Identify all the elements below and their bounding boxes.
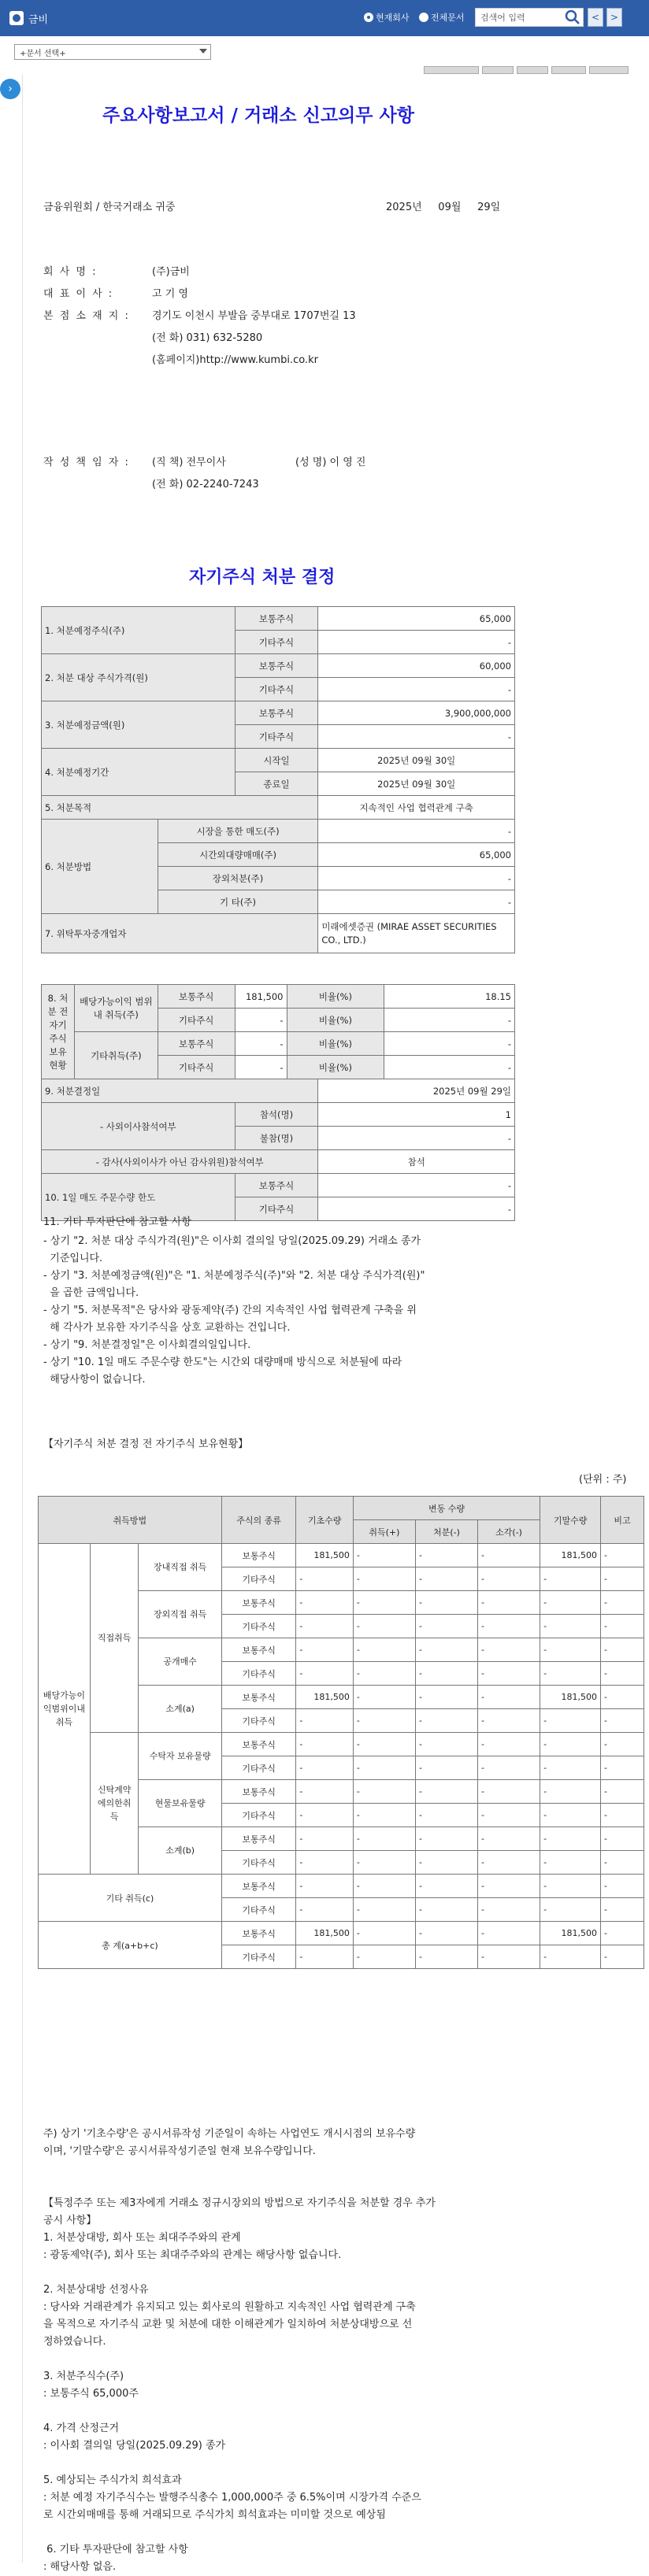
row-label: 4. 처분예정기간	[42, 749, 235, 796]
note-line: 을 목적으로 자기주식 교환 및 처분에 대한 이해관계가 일치하여 처분상대방으로 선	[43, 2319, 413, 2330]
doc-title: 주요사항보고서 / 거래소 신고의무 사항	[102, 105, 414, 126]
notes11-list	[43, 1233, 425, 1389]
footnote-line-2: 이며, '기말수량'은 공시서류작성기준일 현재 보유수량입니다.	[43, 2145, 316, 2157]
row-label: 9. 처분결정일	[42, 1079, 318, 1103]
toolbar-tab[interactable]	[551, 66, 586, 74]
row-label: 5. 처분목적	[42, 796, 318, 820]
ceo-label: 대 표 이 사 :	[43, 288, 114, 300]
note-line: 로 시간외매매를 통해 거래되므로 주식가치 희석효과는 미미할 것으로 예상됨	[43, 2509, 386, 2521]
note-line	[43, 2351, 436, 2368]
note-line: 3. 처분주식수(주)	[43, 2371, 124, 2382]
note-line: 해당사항이 없습니다.	[43, 1374, 146, 1386]
note-line: 【특정주주 또는 제3자에게 거래소 정규시장외의 방법으로 자기주식을 처분할 경우 추가	[43, 2197, 436, 2209]
toolbar-tab[interactable]	[589, 66, 629, 74]
table-row: 기타주식 - - - - - -	[39, 1662, 644, 1686]
note-line	[43, 2524, 436, 2541]
report-date: 2025년 09월 29일	[386, 202, 501, 213]
company-label: 회 사 명 :	[43, 266, 98, 278]
note-line: : 이사회 결의일 당일(2025.09.29) 종가	[43, 2440, 226, 2452]
note-line: - 상기 "5. 처분목적"은 당사와 광동제약(주) 간의 지속적인 사업 협력관계 구축을 위	[43, 1305, 417, 1316]
row-label: - 감사(사외이사가 아닌 감사위원)참석여부	[42, 1150, 318, 1174]
table-row: 현물보유물량 보통주식 - - - - - -	[39, 1780, 644, 1804]
table-row: 장외직접 취득 보통주식 - - - - - -	[39, 1591, 644, 1615]
notes11-title: 11. 기타 투자판단에 참고할 사항	[43, 1216, 191, 1228]
hq-label: 본 점 소 재 지 :	[43, 310, 130, 322]
radio-off-icon	[419, 13, 428, 22]
document-body	[32, 74, 649, 2573]
table-row: 기타주식 - - - - - -	[39, 1945, 644, 1969]
note-line: - 상기 "10. 1일 매도 주문수량 한도"는 시간외 대량매매 방식으로 처분될에 따라	[43, 1356, 402, 1368]
top-bar	[0, 0, 649, 36]
note-line: 4. 가격 산정근거	[43, 2422, 120, 2434]
table-row: 소계(b) 보통주식 - - - - - -	[39, 1827, 644, 1851]
logo-icon	[9, 11, 24, 25]
note-line: 2. 처분상대방 선정사유	[43, 2284, 149, 2296]
note-line: 6. 기타 투자판단에 참고할 사항	[43, 2544, 188, 2556]
hq-tel: (전 화) 031) 632-5280	[152, 332, 263, 344]
table-row: 기타주식 - - - - - -	[39, 1709, 644, 1733]
decision-table-2: 9. 처분결정일 2025년 09월 29일 - 사외이사참석여부 참석(명) 1 불참(명) - - 감사(사외이사가 아닌 감사위원)참석여부 참석 10. 1일 매도 주문수량 한도 보통주식 - 기타주식 -	[41, 1079, 515, 1221]
chevron-down-icon	[199, 49, 207, 54]
note-line: 5. 예상되는 주식가치 희석효과	[43, 2474, 182, 2486]
next-button[interactable]: >	[606, 8, 622, 27]
table-row: 기타주식 - - - - - -	[39, 1615, 644, 1638]
row-label: 1. 처분예정주식(주)	[42, 607, 235, 654]
divider	[22, 74, 23, 2563]
note-line: 공시 사항】	[43, 2215, 97, 2226]
note-line: : 당사와 거래관계가 유지되고 있는 회사로의 원활하고 지속적인 사업 협력관계 구축	[43, 2301, 416, 2313]
toolbar-tab[interactable]	[482, 66, 514, 74]
note-line: 1. 처분상대방, 회사 또는 최대주주와의 관계	[43, 2232, 241, 2244]
recipient: 금융위원회 / 한국거래소 귀중	[43, 202, 176, 213]
note-line	[43, 2403, 436, 2420]
sidebar-toggle-button[interactable]: ›	[0, 79, 20, 99]
hq-website[interactable]: (홈페이지)http://www.kumbi.co.kr	[152, 354, 318, 366]
holdings-detail-table: 취득방법 주식의 종류 기초수량 변동 수량 기말수량 비고 취득(+) 처분(-) 소각(-) 배당가능이익범위이내취득 직접취득 장내직접 취득 보통주식 181,500 - - - 181,500 - 기타주식 - - - - - - 장외직접 취득 보통주식 - - - - - - 기타주식 - - - - - - 공개매수 보통주식 - - - - - - 기타주식 - - - - - - 소계(a) 보통주식 181,500 - - - 181,500 - 기타주식 - - - - - - 신탁계약에의한취득 수탁자 보유물량 보통주식 - - - - - - 기타주식 - - - - - - 현물보유물량 보통주식 - - - - - - 기타주식 - - - - - - 소계(b) 보통주식 - - - - - - 기타주식 - - - - - - 기타 취득(c) 보통주식 - - - - - - 기타주식 - - - - - - 총 계(a+b+c) 보통주식 181,500 - - - 181,500 - 기타주식 - - - - - -	[38, 1496, 644, 1969]
holding-table: 8. 처분 전 자기주식 보유현황 배당가능이익 범위 내 취득(주) 보통주식 181,500 비율(%) 18.15 기타주식 - 비율(%) - 기타취득(주) 보통주식 - 비율(%) - 기타주식 - 비율(%) -	[41, 984, 515, 1079]
footnote-line-1: 주) 상기 '기초수량'은 공시서류작성 기준일이 속하는 사업연도 개시시점의 보유수량	[43, 2128, 416, 2140]
ceo-name: 고 기 영	[152, 288, 188, 300]
note-line: - 상기 "3. 처분예정금액(원)"은 "1. 처분예정주식(주)"와 "2. 처분 대상 주식가격(원)"	[43, 1270, 425, 1282]
table2-unit: (단위 : 주)	[579, 1474, 627, 1486]
table-row: 총 계(a+b+c) 보통주식 181,500 - - - 181,500 -	[39, 1922, 644, 1945]
radio-current-company[interactable]: 현재회사	[364, 11, 410, 24]
logo[interactable]	[9, 9, 48, 27]
note-line: : 해당사항 없음.	[43, 2561, 117, 2573]
responsible-label: 작 성 책 임 자 :	[43, 457, 130, 468]
toolbar-tab[interactable]	[517, 66, 548, 74]
table-row: 기타 취득(c) 보통주식 - - - - - -	[39, 1875, 644, 1898]
responsible-name: (성 명) 이 영 진	[295, 457, 366, 468]
radio-all-documents[interactable]: 전체문서	[419, 11, 465, 24]
hq-address: 경기도 이천시 부발읍 중부대로 1707번길 13	[152, 310, 356, 322]
table-row: 배당가능이익범위이내취득 직접취득 장내직접 취득 보통주식 181,500 - - - 181,500 -	[39, 1544, 644, 1567]
section-title: 자기주식 처분 결정	[189, 567, 336, 587]
row-label: 2. 처분 대상 주식가격(원)	[42, 654, 235, 701]
table-row: 기타주식 - - - - - -	[39, 1898, 644, 1922]
company-name: (주)금비	[152, 266, 190, 278]
toolbar-tab[interactable]	[424, 66, 479, 74]
notes2-list	[43, 2195, 436, 2576]
row-label: 3. 처분예정금액(원)	[42, 701, 235, 749]
table-row: 기타주식 - - - - - -	[39, 1756, 644, 1780]
table2-caption: 【자기주식 처분 결정 전 자기주식 보유현황】	[43, 1438, 249, 1450]
table-row: 기타주식 - - - - - -	[39, 1851, 644, 1875]
logo-text: 금비	[28, 13, 49, 26]
responsible-tel: (전 화) 02-2240-7243	[152, 479, 259, 490]
row-label: 7. 위탁투자중개업자	[42, 914, 318, 953]
row-label: - 사외이사참석여부	[42, 1103, 235, 1150]
row-label: 8. 처분 전 자기주식 보유현황	[42, 985, 75, 1079]
responsible-title: (직 책) 전무이사	[152, 457, 226, 468]
table-row: 기타주식 - - - - - -	[39, 1567, 644, 1591]
row-label: 10. 1일 매도 주문수량 한도	[42, 1174, 235, 1221]
document-select[interactable]: +문서 선택+	[14, 44, 211, 60]
note-line: : 보통주식 65,000주	[43, 2388, 139, 2400]
table-row: 공개매수 보통주식 - - - - - -	[39, 1638, 644, 1662]
note-line: 정하였습니다.	[43, 2336, 106, 2348]
note-line: : 처분 예정 자기주식수는 발행주식총수 1,000,000주 중 6.5%이며 시장가격 수준으	[43, 2492, 421, 2504]
note-line	[43, 2264, 436, 2282]
note-line: : 광동제약(주), 회사 또는 최대주주와의 관계는 해당사항 없습니다.	[43, 2249, 342, 2261]
note-line: 을 곱한 금액입니다.	[43, 1287, 139, 1299]
table-row: 신탁계약에의한취득 수탁자 보유물량 보통주식 - - - - - -	[39, 1733, 644, 1756]
search-input[interactable]: 검색어 입력	[475, 8, 584, 27]
table-row: 기타주식 - - - - - -	[39, 1804, 644, 1827]
prev-button[interactable]: <	[588, 8, 603, 27]
radio-on-icon	[364, 13, 373, 22]
search-icon[interactable]	[564, 9, 581, 26]
note-line: 기준입니다.	[43, 1253, 103, 1264]
row-label: 6. 처분방법	[42, 820, 158, 914]
note-line: 해 각사가 보유한 자기주식을 상호 교환하는 건입니다.	[43, 1322, 291, 1334]
note-line: - 상기 "2. 처분 대상 주식가격(원)"은 이사회 결의일 당일(2025.09.29) 거래소 종가	[43, 1235, 421, 1247]
table-row: 소계(a) 보통주식 181,500 - - - 181,500 -	[39, 1686, 644, 1709]
note-line: - 상기 "9. 처분결정일"은 이사회결의일입니다.	[43, 1339, 251, 1351]
decision-table: 1. 처분예정주식(주) 보통주식 65,000 기타주식 - 2. 처분 대상 주식가격(원) 보통주식 60,000 기타주식 - 3. 처분예정금액(원) 보통주식 3,900,000,000 기타주식 - 4. 처분예정기간 시작일 2025년 09월 30일 종료일 2025년 09월 30일 5. 처분목적 지속적인 사업 협력관계 구축 6. 처분방법 시장을 통한 매도(주) - 시간외대량매매(주) 65,000 장외처분(주) - 기 타(주) - 7. 위탁투자중개업자 미래에셋증권 (MIRAE ASSET SECURITIES CO., LTD.)	[41, 606, 515, 953]
note-line	[43, 2455, 436, 2472]
